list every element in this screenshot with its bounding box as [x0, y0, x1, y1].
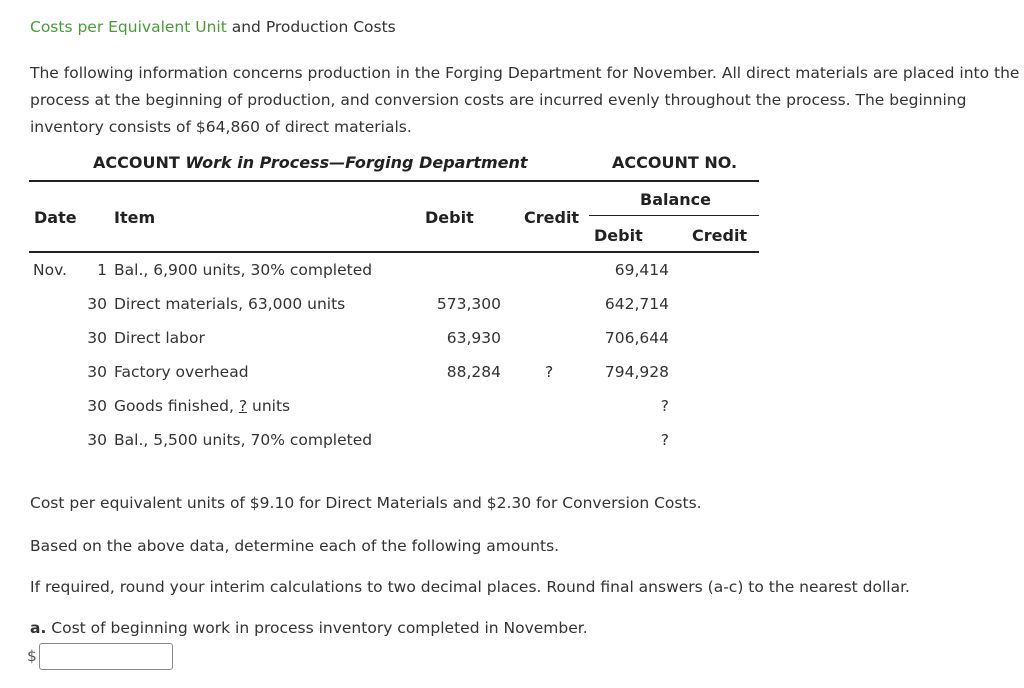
row-balance-debit: ?	[660, 431, 669, 449]
row-day: 30	[87, 397, 107, 415]
units-unknown: ?	[238, 397, 248, 415]
cost-note: Cost per equivalent units of $9.10 for Direct Materials and $2.30 for Conversion Costs.	[30, 494, 702, 512]
header-bottom-rule	[29, 251, 759, 253]
account-name: ACCOUNT Work in Process—Forging Department	[93, 153, 528, 172]
row-debit: 63,930	[446, 329, 501, 347]
topic-link[interactable]: Costs per Equivalent Unit	[30, 18, 227, 36]
currency-symbol: $	[27, 647, 37, 665]
account-number-label: ACCOUNT NO.	[612, 153, 738, 172]
row-debit: 88,284	[446, 363, 501, 381]
row-debit: 573,300	[436, 295, 501, 313]
question-text: Cost of beginning work in process inventory completed in November.	[51, 619, 588, 637]
row-balance-debit: 69,414	[614, 261, 669, 279]
row-day: 30	[87, 295, 107, 313]
col-balance-credit: Credit	[692, 226, 748, 245]
row-item: Direct labor	[114, 329, 205, 347]
row-day: 30	[87, 363, 107, 381]
row-item: Bal., 6,900 units, 30% completed	[114, 261, 373, 279]
row-balance-debit: 794,928	[604, 363, 669, 381]
row-item: Direct materials, 63,000 units	[114, 295, 346, 313]
col-balance: Balance	[640, 190, 711, 209]
rounding-note: If required, round your interim calculations to two decimal places. Round final answers (a-c) to the nearest dollar.	[30, 578, 910, 596]
row-balance-debit: 642,714	[604, 295, 669, 313]
account-title: Work in Process—Forging Department	[185, 153, 528, 172]
balance-rule	[589, 215, 759, 216]
row-balance-debit: 706,644	[604, 329, 669, 347]
row-month: Nov.	[33, 261, 67, 279]
row-balance-debit: ?	[660, 397, 669, 415]
row-item: Bal., 5,500 units, 70% completed	[114, 431, 373, 449]
col-item: Item	[114, 208, 156, 227]
col-balance-debit: Debit	[594, 226, 643, 245]
col-debit: Debit	[425, 208, 474, 227]
question-a	[30, 619, 588, 637]
row-day: 1	[97, 261, 107, 279]
col-credit: Credit	[524, 208, 580, 227]
title-rest: and Production Costs	[231, 18, 396, 36]
question-letter: a.	[30, 619, 47, 637]
page-title	[30, 18, 396, 36]
table-top-rule	[29, 180, 759, 182]
row-item: Goods finished, ? units	[114, 397, 291, 415]
row-day: 30	[87, 329, 107, 347]
answer-a-input[interactable]	[39, 643, 173, 670]
row-item: Factory overhead	[114, 363, 249, 381]
row-day: 30	[87, 431, 107, 449]
instruction-text: Based on the above data, determine each of the following amounts.	[30, 537, 560, 555]
intro-paragraph: The following information concerns production in the Forging Department for November. All direct materials are placed into the process at the beginning of production, and conversion costs are incurred evenly throughout the process. The beginning inventory consists of $64,860 of direct materials.	[30, 64, 1020, 136]
row-credit: ?	[545, 363, 554, 381]
col-date: Date	[34, 208, 77, 227]
